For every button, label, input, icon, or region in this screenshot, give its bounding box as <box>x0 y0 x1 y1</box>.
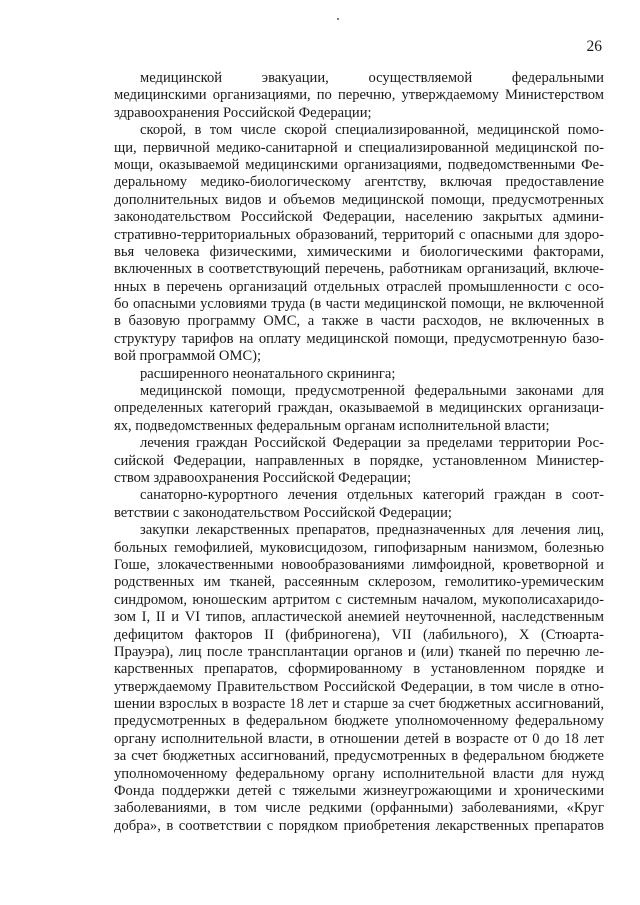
text-line: органу исполнительной власти, в отношении детей в возрасте от 0 до 18 лет <box>114 730 604 747</box>
body-text <box>114 70 604 835</box>
text-line: законодательством Российской Федерации, населению закрытых админи- <box>114 209 604 226</box>
text-line: сийской Федерации, направленных в порядке, установленном Министер- <box>114 452 604 469</box>
text-line: заболеваниями, в том числе редкими (орфанными) заболеваниями, «Круг <box>114 800 604 817</box>
text-line: щи, первичной медико-санитарной и специализированной медицинской по- <box>114 139 604 156</box>
text-line: здравоохранения Российской Федерации; <box>114 104 372 121</box>
text-line: дефицитом факторов II (фибриногена), VII (лабильного), X (Стюарта- <box>114 626 604 643</box>
text-line: шении взрослых в возрасте 18 лет и старше за счет бюджетных ассигнований, <box>114 696 604 713</box>
text-line: зом I, II и VI типов, апластической анемией неуточненной, наследственным <box>114 609 604 626</box>
scan-speck <box>337 18 339 20</box>
text-line: вой программой ОМС); <box>114 348 262 365</box>
text-line: Фонда поддержки детей с тяжелыми жизнеугрожающими и хроническими <box>114 783 604 800</box>
text-line: Гоше, злокачественными новообразованиями лимфоидной, кроветворной и <box>114 556 604 573</box>
page-number: 26 <box>586 38 602 55</box>
text-line: медицинской эвакуации, осуществляемой федеральными <box>140 70 604 86</box>
text-line: санаторно-курортного лечения отдельных категорий граждан в соот- <box>140 487 604 504</box>
text-line: ях, подведомственных федеральным органам исполнительной власти; <box>114 417 550 434</box>
text-line: вья человека физическими, химическими и биологическими факторами, <box>114 243 604 260</box>
text-line: Прауэра), лиц после трансплантации органов и (или) тканей по перечню ле- <box>114 643 604 660</box>
text-line: карственных препаратов, сформированному в установленном порядке и <box>114 661 604 678</box>
text-line: скорой, в том числе скорой специализированной, медицинской помо- <box>140 122 604 139</box>
text-line: уполномоченному федеральному органу исполнительной власти для нужд <box>114 765 604 782</box>
text-line: больных гемофилией, муковисцидозом, гипофизарным нанизмом, болезнью <box>114 539 604 556</box>
text-line: стративно-территориальных образований, территорий с опасными для здоро- <box>114 226 604 243</box>
text-line: утверждаемому Правительством Российской Федерации, в том числе в отно- <box>114 678 604 695</box>
text-line: предусмотренных в федеральном бюджете уполномоченному федеральному <box>114 713 604 730</box>
text-line: мощи, оказываемой медицинскими организациями, подведомственными Фе- <box>114 156 604 173</box>
text-line: деральному медико-биологическому агентству, включая предоставление <box>114 174 604 191</box>
text-line: синдромом, юношеским артритом с системным началом, мукополисахаридо- <box>114 591 604 608</box>
text-line: закупки лекарственных препаратов, предназначенных для лечения лиц, <box>140 522 604 539</box>
text-line: структуру тарифов на оплату медицинской помощи, предусмотренную базо- <box>114 330 604 347</box>
text-line: ством здравоохранения Российской Федерации; <box>114 469 412 486</box>
text-line: медицинскими организациями, по перечню, утверждаемому Министерством <box>114 87 604 104</box>
text-line: расширенного неонатального скрининга; <box>140 365 396 382</box>
text-line: в базовую программу ОМС, а также в части расходов, не включенных в <box>114 313 604 330</box>
text-line: лечения граждан Российской Федерации за пределами территории Рос- <box>140 435 604 452</box>
text-line: включенных в соответствующий перечень, работникам организаций, включе- <box>114 261 604 278</box>
text-line: бо опасными условиями труда (в части медицинской помощи, не включенной <box>114 296 604 313</box>
text-line: за счет бюджетных ассигнований, предусмотренных в федеральном бюджете <box>114 748 604 765</box>
text-line: определенных категорий граждан, оказываемой в медицинских организаци- <box>114 400 604 417</box>
text-line: добра», в соответствии с порядком приобретения лекарственных препаратов <box>114 817 604 834</box>
text-line: медицинской помощи, предусмотренной федеральными законами для <box>140 383 604 400</box>
text-line: дополнительных видов и объемов медицинской помощи, предусмотренных <box>114 191 604 208</box>
text-line: ветствии с законодательством Российской Федерации; <box>114 504 452 521</box>
text-line: нных в перечень организаций отдельных отраслей промышленности с осо- <box>114 278 604 295</box>
text-line: родственных им тканей, рассеянным склерозом, гемолитико-уремическим <box>114 574 604 591</box>
